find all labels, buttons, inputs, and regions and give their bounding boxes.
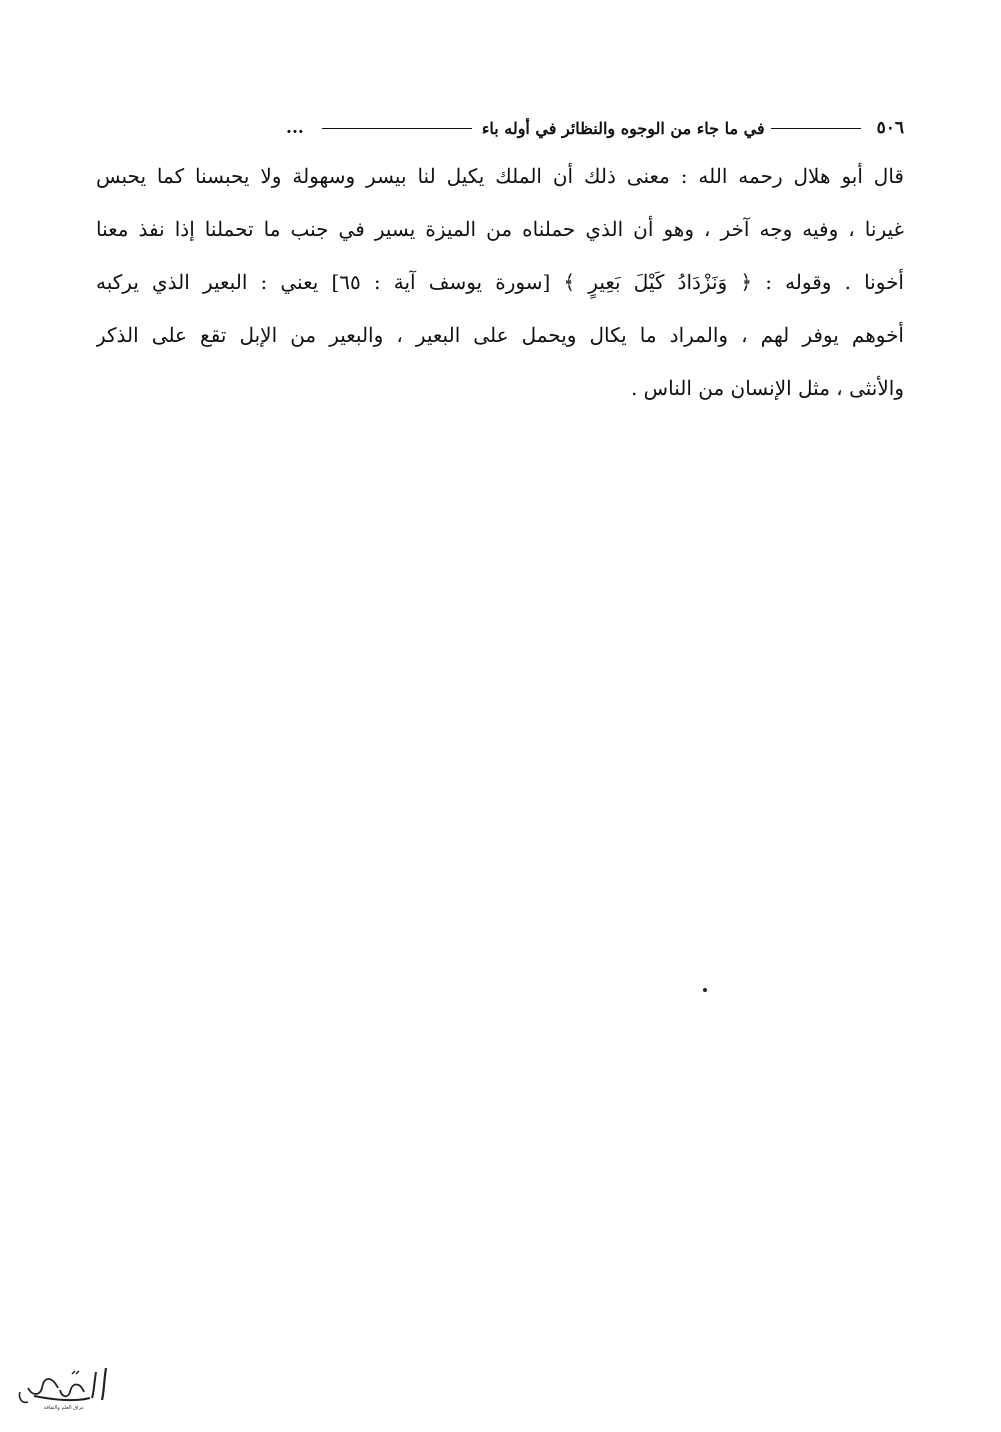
running-header [96, 112, 904, 144]
header-rule-middle [322, 128, 472, 129]
header-rule-right [771, 128, 861, 129]
page-number: ٥٠٦ [876, 118, 904, 138]
body-line-4: أخوهم يوفر لهم ، والمراد ما يكال ويحمل على البعير ، والبعير من الإبل تقع على الذكر [96, 323, 904, 347]
header-trailing-dots: ... [286, 118, 304, 138]
logo-subtitle: عراق العلم والثقافة [43, 1405, 85, 1411]
body-line-3: أخونا . وقوله : ﴿ وَنَزْدَادُ كَيْلَ بَعِيرٍ ﴾ [سورة يوسف آية : ٦٥] يعني : البعير الذي يركبه [96, 270, 904, 294]
body-line-1: قال أبو هلال رحمه الله : معنى ذلك أن الملك يكيل لنا بيسر وسهولة ولا يحبسنا كما يحبس [96, 164, 904, 188]
running-title: في ما جاء من الوجوه والنظائر في أوله باء [481, 118, 765, 138]
publisher-logo-icon [14, 1362, 114, 1412]
stray-dot [703, 988, 707, 992]
body-paragraph [96, 150, 904, 415]
body-line-2: غيرنا ، وفيه وجه آخر ، وهو أن الذي حملناه من الميزة يسير في جنب ما تحملنا إذا نفذ معنا [96, 217, 904, 241]
body-line-5: والأنثى ، مثل الإنسان من الناس . [630, 376, 904, 400]
